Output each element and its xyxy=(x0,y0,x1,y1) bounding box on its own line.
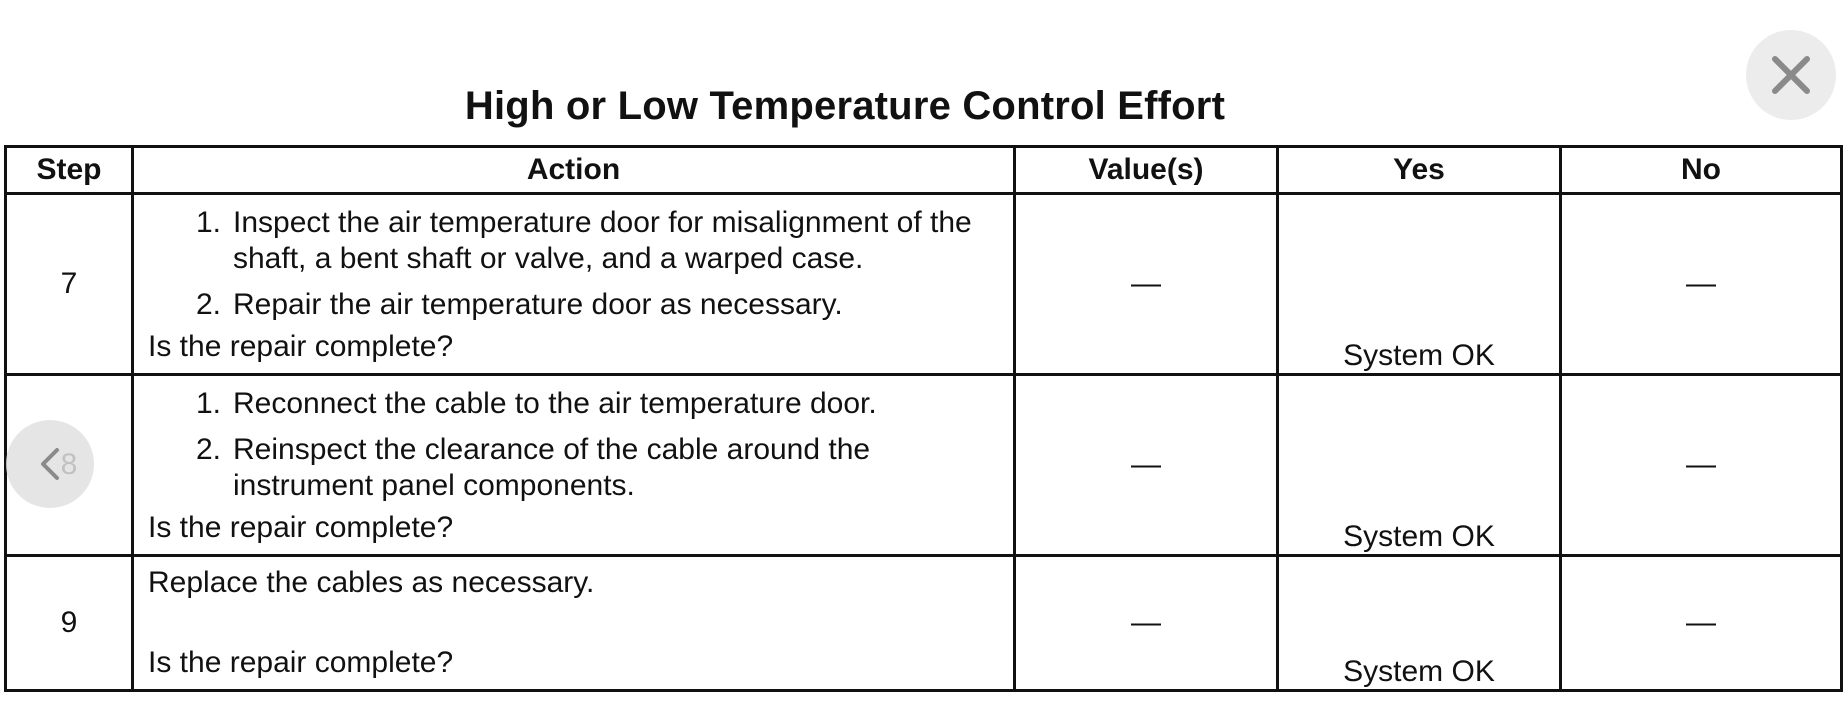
action-question: Is the repair complete? xyxy=(148,330,454,363)
item-text: Reinspect the clearance of the cable around the instrument panel components. xyxy=(233,433,871,502)
item-number: 1. xyxy=(195,387,221,420)
no-cell: — xyxy=(1561,375,1842,556)
action-cell xyxy=(133,194,1015,375)
item-text: Reconnect the cable to the air temperature door. xyxy=(233,387,877,420)
list-item xyxy=(134,287,993,323)
action-question: Is the repair complete? xyxy=(148,646,454,679)
action-cell xyxy=(133,556,1015,691)
header-action: Action xyxy=(133,147,1015,194)
close-button[interactable] xyxy=(1746,30,1836,120)
table-row xyxy=(6,556,1842,691)
value-cell: — xyxy=(1015,375,1278,556)
step-number: 7 xyxy=(6,194,133,375)
yes-cell: System OK xyxy=(1278,194,1561,375)
item-number: 2. xyxy=(195,433,221,466)
value-cell: — xyxy=(1015,556,1278,691)
list-item xyxy=(134,205,993,277)
item-text: Repair the air temperature door as necessary. xyxy=(233,288,843,321)
previous-button[interactable] xyxy=(6,420,94,508)
action-list xyxy=(134,376,1013,504)
action-list xyxy=(134,195,1013,323)
header-values: Value(s) xyxy=(1015,147,1278,194)
chevron-left-icon xyxy=(35,444,65,484)
yes-cell: System OK xyxy=(1278,556,1561,691)
list-item xyxy=(134,386,993,422)
header-no: No xyxy=(1561,147,1842,194)
value-cell: — xyxy=(1015,194,1278,375)
page-title: High or Low Temperature Control Effort xyxy=(464,84,1226,128)
item-text: Inspect the air temperature door for misalignment of the shaft, a bent shaft or valve, and a warped case. xyxy=(233,206,972,275)
action-cell xyxy=(133,375,1015,556)
close-icon xyxy=(1769,53,1813,97)
list-item xyxy=(134,432,993,504)
action-text: Replace the cables as necessary. xyxy=(148,566,595,599)
table-row xyxy=(6,194,1842,375)
item-number: 2. xyxy=(195,288,221,321)
item-number: 1. xyxy=(195,206,221,239)
table-row xyxy=(6,375,1842,556)
yes-cell: System OK xyxy=(1278,375,1561,556)
no-cell: — xyxy=(1561,556,1842,691)
diagnostic-table xyxy=(4,145,1843,692)
action-question: Is the repair complete? xyxy=(148,511,454,544)
table-header-row xyxy=(6,147,1842,194)
header-yes: Yes xyxy=(1278,147,1561,194)
step-number: 9 xyxy=(6,556,133,691)
header-step: Step xyxy=(6,147,133,194)
no-cell: — xyxy=(1561,194,1842,375)
